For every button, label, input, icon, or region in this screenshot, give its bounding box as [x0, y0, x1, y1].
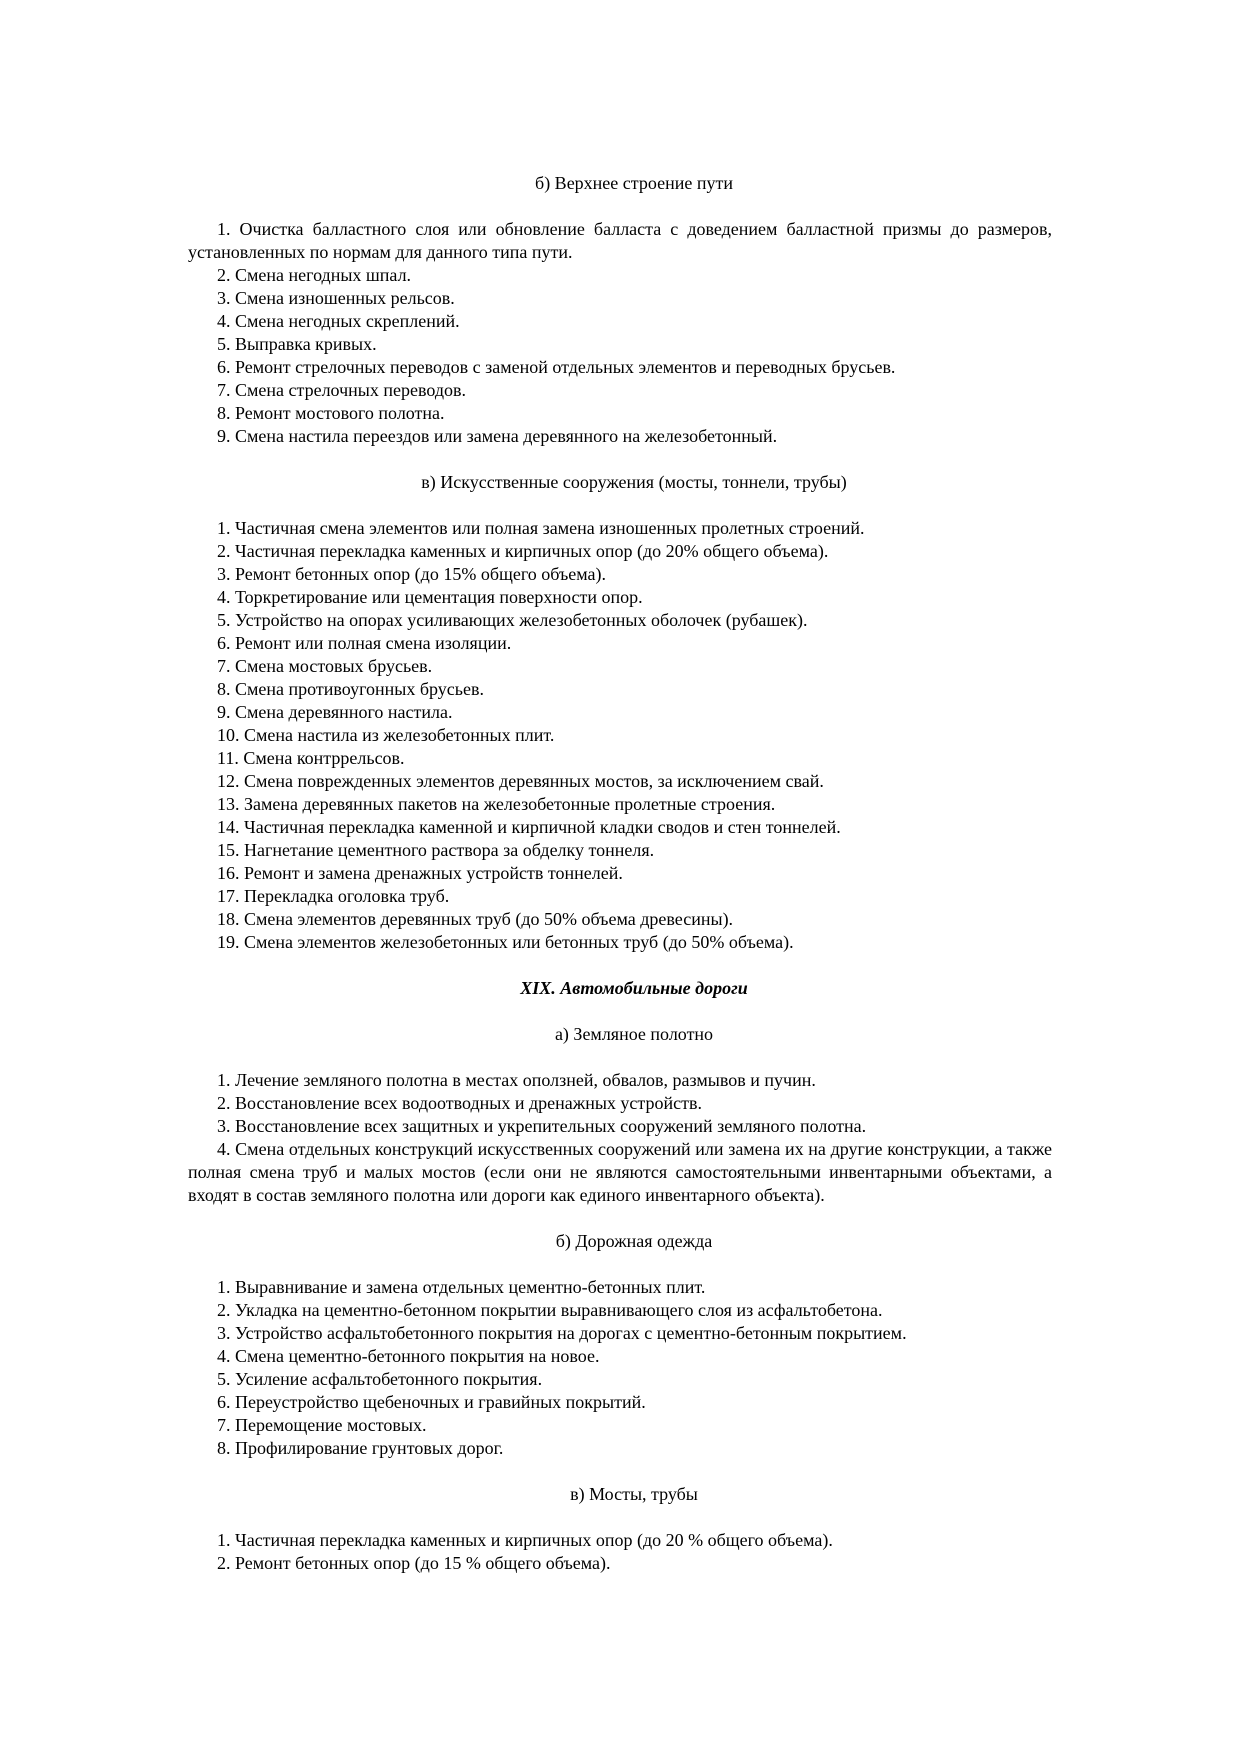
list-item: 3. Устройство асфальтобетонного покрытия на дорогах с цементно-бетонным покрытием.: [217, 1323, 907, 1343]
list-item: 1. Частичная перекладка каменных и кирпичных опор (до 20 % общего объема).: [217, 1530, 833, 1550]
list-item: 2. Смена негодных шпал.: [217, 265, 412, 285]
list-item: 11. Смена контррельсов.: [217, 748, 405, 768]
list-item: 4. Смена негодных скреплений.: [217, 311, 460, 331]
list-item: 8. Профилирование грунтовых дорог.: [217, 1438, 504, 1458]
section-list: [188, 517, 1052, 954]
section-heading: б) Верхнее строение пути: [535, 173, 733, 193]
spacer: [188, 1000, 1052, 1023]
spacer: [188, 1046, 1052, 1069]
list-item: 6. Ремонт или полная смена изоляции.: [217, 633, 512, 653]
list-item: 5. Выправка кривых.: [217, 334, 377, 354]
list-item: 3. Восстановление всех защитных и укрепительных сооружений земляного полотна.: [217, 1116, 867, 1136]
spacer: [188, 494, 1052, 517]
list-item: 8. Смена противоугонных брусьев.: [217, 679, 484, 699]
list-item: 12. Смена поврежденных элементов деревянных мостов, за исключением свай.: [217, 771, 824, 791]
list-item: 4. Смена отдельных конструкций искусственных сооружений или замена их на другие конструкции, а также полная смена труб и малых мостов (если они не являются самостоятельными инвентарными объектами, а входят в состав земляного полотна или дороги как единого инвентарного объекта).: [188, 1139, 1052, 1205]
list-item: 2. Ремонт бетонных опор (до 15 % общего объема).: [217, 1553, 611, 1573]
spacer: [188, 195, 1052, 218]
list-item: 8. Ремонт мостового полотна.: [217, 403, 445, 423]
section-heading: в) Мосты, трубы: [570, 1484, 698, 1504]
list-item: 5. Устройство на опорах усиливающих железобетонных оболочек (рубашек).: [217, 610, 808, 630]
list-item: 3. Смена изношенных рельсов.: [217, 288, 455, 308]
list-item: 1. Лечение земляного полотна в местах оползней, обвалов, размывов и пучин.: [217, 1070, 816, 1090]
list-item: 18. Смена элементов деревянных труб (до 50% объема древесины).: [217, 909, 734, 929]
list-item: 1. Очистка балластного слоя или обновление балласта с доведением балластной призмы до размеров, установленных по нормам для данного типа пути.: [188, 219, 1052, 262]
list-item: 6. Переустройство щебеночных и гравийных покрытий.: [217, 1392, 646, 1412]
list-item: 19. Смена элементов железобетонных или бетонных труб (до 50% объема).: [217, 932, 794, 952]
list-item: 14. Частичная перекладка каменной и кирпичной кладки сводов и стен тоннелей.: [217, 817, 841, 837]
spacer: [188, 448, 1052, 471]
list-item: 2. Частичная перекладка каменных и кирпичных опор (до 20% общего объема).: [217, 541, 829, 561]
list-item: 9. Смена деревянного настила.: [217, 702, 453, 722]
list-item: 17. Перекладка оголовка труб.: [217, 886, 450, 906]
list-item: 2. Укладка на цементно-бетонном покрытии выравнивающего слоя из асфальтобетона.: [217, 1300, 883, 1320]
list-item: 4. Смена цементно-бетонного покрытия на новое.: [217, 1346, 600, 1366]
section-list: [188, 1529, 1052, 1575]
section-heading: в) Искусственные сооружения (мосты, тоннели, трубы): [421, 472, 847, 492]
section-list: [188, 1069, 1052, 1207]
spacer: [188, 1207, 1052, 1230]
section-heading: б) Дорожная одежда: [555, 1231, 713, 1251]
section-heading: а) Земляное полотно: [554, 1024, 714, 1044]
list-item: 3. Ремонт бетонных опор (до 15% общего объема).: [217, 564, 607, 584]
list-item: 15. Нагнетание цементного раствора за обделку тоннеля.: [217, 840, 655, 860]
section-list: [188, 218, 1052, 448]
list-item: 13. Замена деревянных пакетов на железобетонные пролетные строения.: [217, 794, 776, 814]
list-item: 9. Смена настила переездов или замена деревянного на железобетонный.: [217, 426, 778, 446]
list-item: 7. Смена мостовых брусьев.: [217, 656, 433, 676]
list-item: 7. Перемощение мостовых.: [217, 1415, 427, 1435]
spacer: [188, 1506, 1052, 1529]
list-item: 16. Ремонт и замена дренажных устройств тоннелей.: [217, 863, 623, 883]
list-item: 1. Выравнивание и замена отдельных цементно-бетонных плит.: [217, 1277, 706, 1297]
spacer: [188, 1460, 1052, 1483]
section-list: [188, 1276, 1052, 1460]
chapter-title: XIX. Автомобильные дороги: [520, 978, 748, 998]
spacer: [188, 1253, 1052, 1276]
spacer: [188, 954, 1052, 977]
list-item: 6. Ремонт стрелочных переводов с заменой отдельных элементов и переводных брусьев.: [217, 357, 896, 377]
list-item: 10. Смена настила из железобетонных плит.: [217, 725, 555, 745]
list-item: 1. Частичная смена элементов или полная замена изношенных пролетных строений.: [217, 518, 865, 538]
list-item: 5. Усиление асфальтобетонного покрытия.: [217, 1369, 543, 1389]
list-item: 2. Восстановление всех водоотводных и дренажных устройств.: [217, 1093, 702, 1113]
list-item: 4. Торкретирование или цементация поверхности опор.: [217, 587, 643, 607]
document-page: [188, 172, 1052, 1575]
list-item: 7. Смена стрелочных переводов.: [217, 380, 466, 400]
